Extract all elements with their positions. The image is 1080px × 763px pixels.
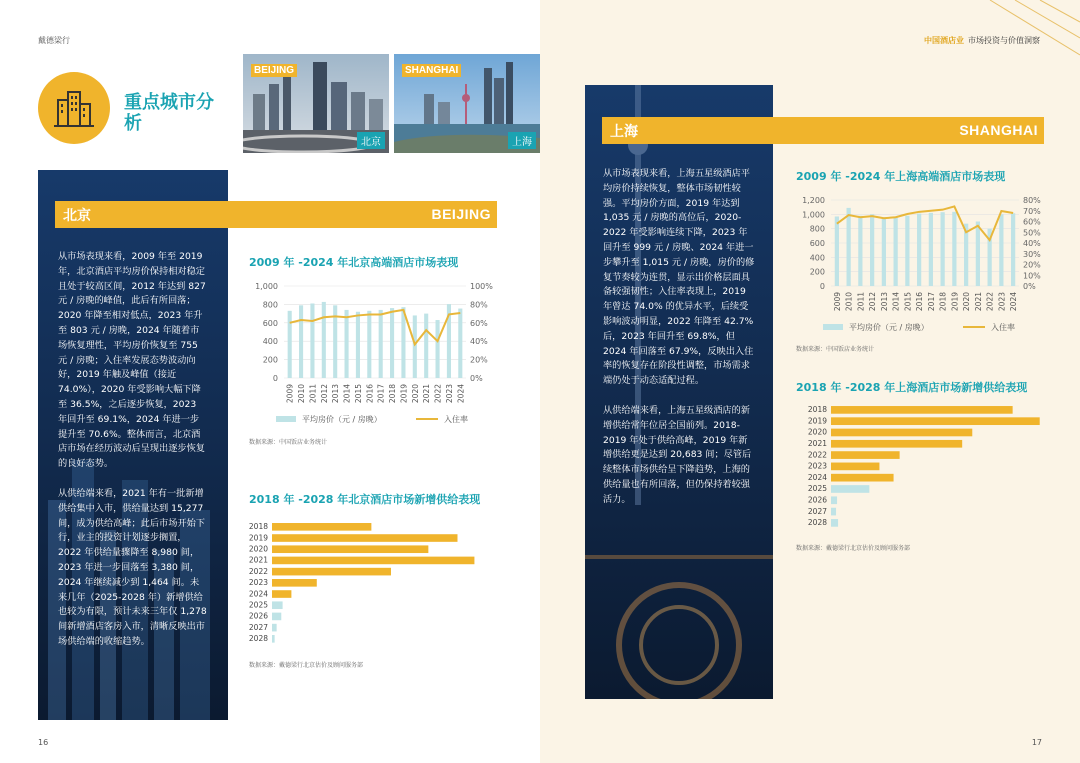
price-bar: [322, 302, 326, 378]
x-axis-tick: 2021: [973, 292, 983, 312]
category-label: 2021: [248, 555, 268, 565]
right-page-number: 17: [1031, 738, 1042, 747]
supply-bar: [831, 463, 879, 471]
price-bar: [413, 315, 417, 378]
right-page: [540, 0, 1080, 763]
beijing-chart1-source: 数据来源：中国饭店业务统计: [249, 439, 328, 446]
beijing-chart2-source: 数据来源：戴德梁行北京估价及顾问服务部: [249, 662, 364, 669]
price-bar: [288, 311, 292, 378]
x-axis-tick: 2023: [997, 292, 1007, 312]
x-axis-tick: 2021: [422, 384, 432, 404]
beijing-text-panel: [38, 170, 228, 720]
x-axis-tick: 2010: [844, 292, 854, 312]
left-axis-tick: 400: [809, 253, 825, 263]
left-axis-tick: 200: [809, 267, 825, 277]
category-label: 2020: [248, 544, 268, 554]
right-axis-tick: 80%: [1023, 196, 1041, 205]
beijing-city-en: BEIJING: [431, 206, 491, 222]
price-bar: [310, 303, 314, 378]
left-axis-tick: 1,200: [802, 196, 825, 205]
x-axis-tick: 2016: [365, 384, 375, 404]
legend-bar-swatch: [823, 324, 843, 330]
left-axis-tick: 800: [809, 224, 825, 234]
supply-bar: [272, 635, 275, 643]
x-axis-tick: 2016: [915, 292, 925, 312]
category-label: 2026: [807, 495, 827, 505]
left-axis-tick: 0: [272, 374, 278, 383]
x-axis-tick: 2020: [962, 292, 972, 312]
shanghai-photo-city: 上海: [508, 132, 536, 149]
right-axis-tick: 20%: [1023, 260, 1041, 270]
left-page-number: 16: [38, 738, 49, 747]
report-header: [924, 35, 1040, 46]
shanghai-body-text: [603, 167, 755, 523]
price-bar: [356, 312, 360, 378]
supply-bar: [272, 568, 391, 576]
category-label: 2021: [807, 439, 827, 449]
shanghai-chart2-title: 2018 年 -2028 年上海酒店市场新增供给表现: [796, 381, 1028, 394]
category-label: 2028: [248, 634, 268, 644]
price-bar: [976, 222, 980, 287]
shanghai-chart1-source: 数据来源：中国饭店业务统计: [796, 346, 875, 353]
x-axis-tick: 2020: [410, 384, 420, 404]
x-axis-tick: 2012: [868, 292, 878, 312]
price-bar: [999, 214, 1003, 286]
left-axis-tick: 600: [809, 239, 825, 248]
x-axis-tick: 2010: [297, 384, 307, 404]
category-label: 2025: [248, 600, 268, 610]
price-bar: [917, 214, 921, 286]
supply-bar: [831, 451, 900, 459]
supply-bar: [272, 579, 317, 587]
right-axis-tick: 0%: [470, 374, 483, 383]
right-axis-tick: 70%: [1023, 206, 1041, 216]
right-axis-tick: 80%: [470, 300, 488, 310]
supply-bar: [272, 590, 291, 598]
shanghai-city-en: SHANGHAI: [959, 122, 1038, 138]
decorative-lines: [960, 0, 1080, 60]
x-axis-tick: 2019: [399, 384, 409, 404]
x-axis-tick: 2014: [342, 384, 352, 404]
shanghai-chart1-title: 2009 年 -2024 年上海高端酒店市场表现: [796, 170, 1006, 183]
price-bar: [1011, 213, 1015, 286]
x-axis-tick: 2015: [903, 292, 913, 312]
left-axis-tick: 200: [262, 355, 278, 365]
price-bar: [458, 309, 462, 378]
x-axis-tick: 2011: [856, 292, 866, 312]
supply-bar: [831, 417, 1040, 425]
beijing-chart2-title: 2018 年 -2028 年北京酒店市场新增供给表现: [249, 493, 481, 506]
section-title: 重点城市分析: [124, 92, 214, 134]
x-axis-tick: 2022: [985, 292, 995, 312]
price-bar: [941, 212, 945, 286]
price-bar: [424, 314, 428, 378]
beijing-city-cn: 北京: [63, 208, 91, 224]
price-bar: [379, 310, 383, 378]
supply-bar: [272, 557, 474, 565]
x-axis-tick: 2013: [879, 292, 889, 312]
occupancy-line: [290, 310, 461, 345]
x-axis-tick: 2022: [433, 384, 443, 404]
legend-bar-label: 平均房价（元 / 房晚）: [302, 415, 382, 424]
category-label: 2019: [807, 416, 827, 426]
price-bar: [952, 212, 956, 286]
shanghai-city-bar: [602, 117, 1044, 144]
left-axis-tick: 1,000: [802, 210, 825, 220]
right-axis-tick: 0%: [1023, 282, 1036, 291]
x-axis-tick: 2009: [832, 292, 842, 312]
right-axis-tick: 60%: [1023, 217, 1041, 227]
category-label: 2019: [248, 533, 268, 543]
supply-bar: [831, 440, 962, 448]
category-label: 2026: [248, 611, 268, 621]
x-axis-tick: 2015: [353, 384, 363, 404]
beijing-city-bar: [55, 201, 497, 228]
category-label: 2024: [248, 589, 268, 599]
price-bar: [882, 217, 886, 286]
price-bar: [835, 216, 839, 286]
shanghai-chart2-source: 数据来源：戴德梁行北京估价及顾问服务部: [796, 545, 911, 552]
price-bar: [858, 216, 862, 286]
category-label: 2018: [248, 522, 268, 532]
price-bar: [870, 214, 874, 286]
beijing-chart1-title: 2009 年 -2024 年北京高端酒店市场表现: [249, 256, 459, 269]
right-axis-tick: 30%: [1023, 249, 1041, 259]
legend-bar-swatch: [276, 416, 296, 422]
supply-bar: [272, 534, 458, 542]
x-axis-tick: 2017: [926, 292, 936, 312]
category-label: 2028: [807, 518, 827, 528]
supply-bar: [831, 519, 838, 527]
x-axis-tick: 2014: [891, 292, 901, 312]
shanghai-photo: [394, 54, 540, 153]
occupancy-line: [837, 206, 1013, 240]
shanghai-city-cn: 上海: [610, 124, 638, 140]
price-bar: [905, 216, 909, 286]
shanghai-supply-chart: [791, 403, 1061, 531]
left-axis-tick: 600: [262, 318, 278, 328]
supply-bar: [272, 523, 371, 531]
beijing-performance-chart: [244, 276, 514, 434]
price-bar: [894, 217, 898, 286]
x-axis-tick: 2012: [319, 384, 329, 404]
x-axis-tick: 2018: [388, 384, 398, 404]
x-axis-tick: 2024: [1009, 292, 1019, 312]
category-label: 2022: [248, 566, 268, 576]
category-label: 2023: [807, 461, 827, 471]
category-label: 2025: [807, 484, 827, 494]
right-axis-tick: 100%: [470, 282, 493, 291]
category-label: 2027: [807, 506, 827, 516]
category-label: 2023: [248, 578, 268, 588]
city-buildings-icon: [38, 72, 110, 144]
supply-bar: [831, 429, 972, 437]
price-bar: [847, 208, 851, 286]
price-bar: [929, 213, 933, 286]
right-axis-tick: 20%: [470, 355, 488, 365]
x-axis-tick: 2013: [331, 384, 341, 404]
left-axis-tick: 0: [819, 282, 825, 291]
right-axis-tick: 60%: [470, 318, 488, 328]
supply-bar: [831, 508, 836, 516]
x-axis-tick: 2011: [308, 384, 318, 404]
x-axis-tick: 2017: [376, 384, 386, 404]
beijing-paragraph-1: 从市场表现来看，2009 年至 2019 年，北京酒店平均房价保持相对稳定且处于较高区间，2012 年达到 827 元 / 房晚的峰值，此后有所回落；2020 年降至相对低点，2023 年升至 803 元 / 房晚，2024 年随着市场恢复理性，平均房价恢复至 755 元 / 房晚；入住率发展态势波动向好，2019 年触及峰值（接近 74.0%），2020 年受影响大幅下降至 36.5%，之后逐步恢复，2023 年回升至 69.1%，2024 年进一步提升至 70.6%。整体而言，北京酒店市场在经历波动后呈现出逐步恢复的良好态势。: [58, 251, 206, 470]
legend-line-label: 入住率: [991, 323, 1015, 332]
x-axis-tick: 2009: [285, 384, 295, 404]
supply-bar: [272, 601, 283, 609]
x-axis-tick: 2023: [444, 384, 454, 404]
x-axis-tick: 2018: [938, 292, 948, 312]
beijing-photo: [243, 54, 389, 153]
shanghai-paragraph-1: 从市场表现来看，上海五星级酒店平均房价持续恢复，整体市场韧性较强。平均房价方面，2019 年达到 1,035 元 / 房晚的高位后，2020-2022 年受影响连续下降，2023 年回升至 999 元 / 房晚、2024 年进一步攀升至 1,015 元 / 房晚，房价的修复节奏较为连贯，显示出价格层面具备较强韧性；入住率表现上，2019 年曾达 74.0% 的优异水平，后续受影响波动明显，2022 年降至 42.7% 后，2023 年回升至 69.8%，但 2024 年回落至 67.9%，反映出入住率的恢复存在阶段性调整，市场需求端仍处于动态适配过程。: [603, 168, 755, 387]
legend-bar-label: 平均房价（元 / 房晚）: [849, 323, 929, 332]
beijing-body-text: [58, 250, 208, 665]
right-axis-tick: 40%: [470, 337, 488, 347]
supply-bar: [831, 496, 837, 504]
category-label: 2018: [807, 405, 827, 415]
x-axis-tick: 2024: [456, 384, 466, 404]
header-text: 市场投资与价值洞察: [968, 36, 1040, 45]
category-label: 2027: [248, 622, 268, 632]
header-accent: 中国酒店业: [924, 36, 964, 45]
supply-bar: [831, 474, 894, 482]
right-axis-tick: 50%: [1023, 228, 1041, 238]
shanghai-text-panel: [585, 85, 773, 699]
price-bar: [390, 308, 394, 378]
x-axis-tick: 2019: [950, 292, 960, 312]
legend-line-label: 入住率: [444, 415, 468, 424]
beijing-paragraph-2: 从供给端来看，2021 年有一批新增供给集中入市，供给量达到 15,277 间，成为供给高峰；此后市场开始下行，业主的投资计划逐步搁置，2022 年供给量骤降至 8,980 间，2023 年进一步回落至 3,380 间，2024 年继续减少到 1,464 间。未来几年（2025-2028 年）新增供给也较为有限，预计未来三年仅 1,278 间新增酒店客房入市，清晰反映出市场供给端的收缩趋势。: [58, 487, 207, 647]
beijing-supply-chart: [244, 518, 504, 648]
price-bar: [401, 307, 405, 378]
price-bar: [299, 305, 303, 378]
supply-bar: [831, 406, 1013, 414]
right-axis-tick: 10%: [1023, 271, 1041, 281]
left-axis-tick: 800: [262, 300, 278, 310]
price-bar: [367, 311, 371, 378]
category-label: 2022: [807, 450, 827, 460]
supply-bar: [272, 545, 428, 553]
brand-name: 戴德梁行: [38, 36, 70, 45]
supply-bar: [272, 624, 277, 632]
right-axis-tick: 40%: [1023, 239, 1041, 248]
category-label: 2024: [807, 472, 827, 482]
price-bar: [345, 310, 349, 378]
shanghai-paragraph-2: 从供给端来看，上海五星级酒店的新增供给常年位居全国前列。2018-2019 年处于供给高峰，2019 年新增供给更是达到 20,683 间；尽管后续整体市场供给呈下降趋势，上海的供给量也有所回落，但仍保持着较强活力。: [603, 404, 752, 505]
category-label: 2020: [807, 427, 827, 437]
supply-bar: [272, 613, 281, 621]
price-bar: [436, 320, 440, 378]
shanghai-performance-chart: [791, 190, 1063, 340]
supply-bar: [831, 485, 869, 493]
left-axis-tick: 1,000: [255, 282, 278, 291]
beijing-photo-city: 北京: [357, 132, 385, 149]
shanghai-photo-tag: SHANGHAI: [402, 64, 461, 77]
beijing-photo-tag: BEIJING: [251, 64, 297, 77]
left-axis-tick: 400: [262, 337, 278, 347]
